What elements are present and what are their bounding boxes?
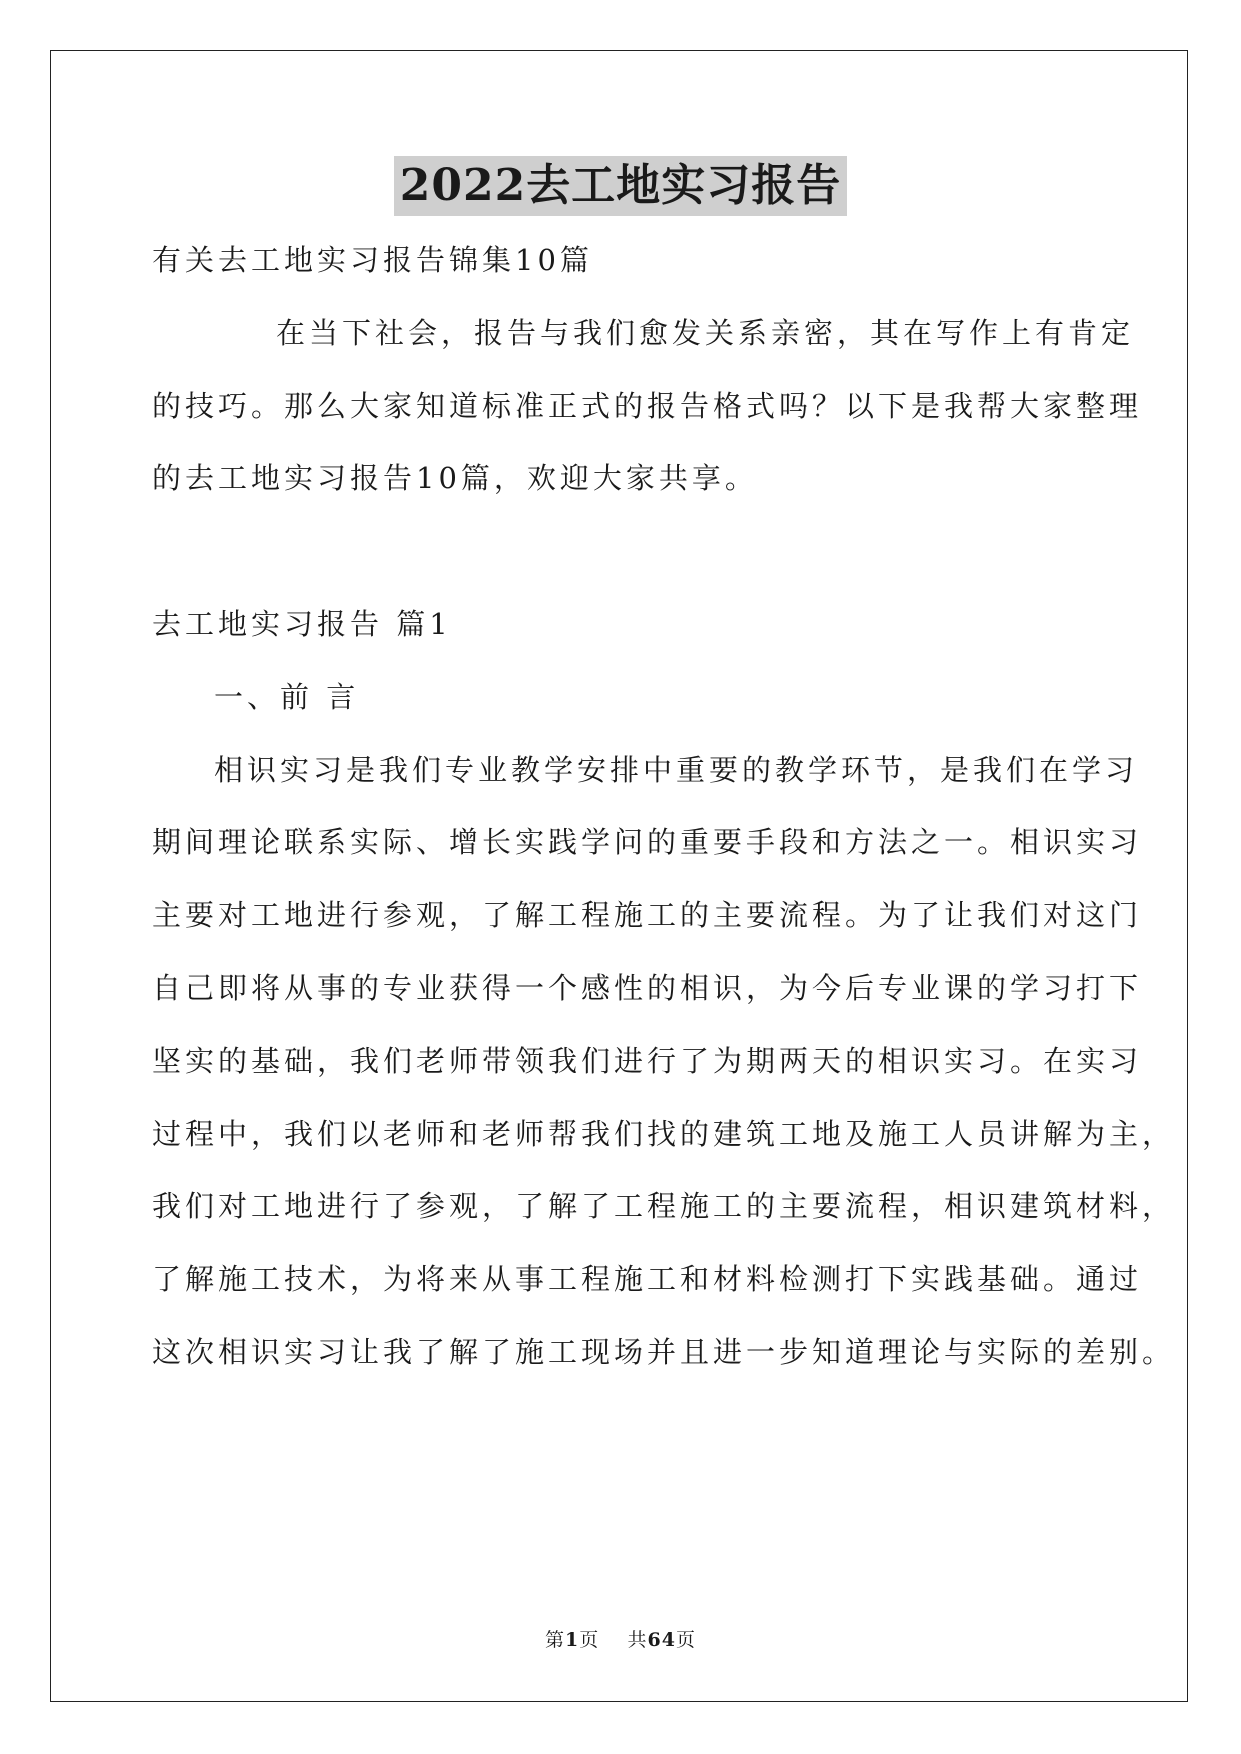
total-pages: 64: [647, 1629, 676, 1651]
document-title: 2022去工地实习报告: [394, 156, 847, 216]
intro-line-1: 在当下社会，报告与我们愈发关系亲密，其在写作上有肯定: [276, 316, 1135, 350]
body-line-6: 过程中，我们以老师和老师帮我们找的建筑工地及施工人员讲解为主，: [152, 1117, 1176, 1151]
body-line-5: 坚实的基础，我们老师带领我们进行了为期两天的相识实习。在实习: [152, 1044, 1143, 1078]
page-label-prefix: 第: [545, 1629, 566, 1651]
page-label-suffix: 页: [579, 1629, 600, 1651]
document-subtitle: 有关去工地实习报告锦集10篇: [152, 243, 593, 277]
body-line-4: 自己即将从事的专业获得一个感性的相识，为今后专业课的学习打下: [152, 971, 1143, 1005]
body-line-2: 期间理论联系实际、增长实践学问的重要手段和方法之一。相识实习: [152, 825, 1143, 859]
preface-heading: 一、前 言: [214, 680, 360, 714]
intro-line-3: 的去工地实习报告10篇，欢迎大家共享。: [152, 461, 758, 495]
page-number: 1: [565, 1629, 580, 1651]
total-suffix: 页: [675, 1629, 696, 1651]
total-prefix: 共: [627, 1629, 648, 1651]
body-line-8: 了解施工技术，为将来从事工程施工和材料检测打下实践基础。通过: [152, 1262, 1143, 1296]
page-footer: [0, 1625, 1241, 1652]
body-line-7: 我们对工地进行了参观，了解了工程施工的主要流程，相识建筑材料，: [152, 1189, 1176, 1223]
page-border: [50, 50, 1188, 1702]
body-line-1: 相识实习是我们专业教学安排中重要的教学环节，是我们在学习: [214, 753, 1139, 787]
body-line-3: 主要对工地进行参观，了解工程施工的主要流程。为了让我们对这门: [152, 898, 1143, 932]
section-title: 去工地实习报告 篇1: [152, 607, 452, 641]
intro-line-2: 的技巧。那么大家知道标准正式的报告格式吗？以下是我帮大家整理: [152, 389, 1143, 423]
body-line-9: 这次相识实习让我了解了施工现场并且进一步知道理论与实际的差别。: [152, 1335, 1176, 1369]
